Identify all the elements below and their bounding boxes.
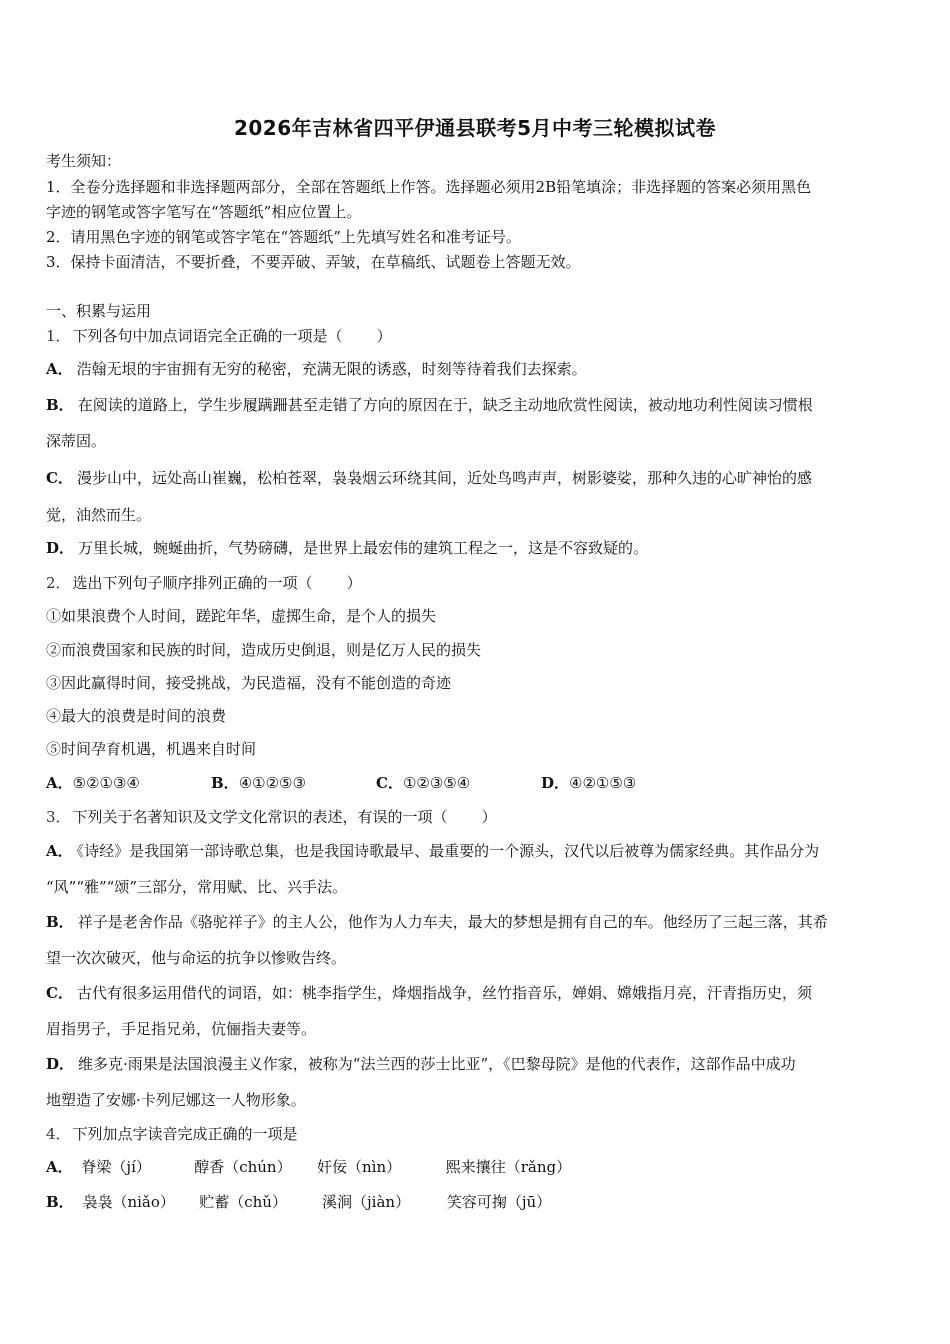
bracket-close: ） bbox=[376, 327, 392, 345]
question-text: 选出下列句子顺序排列正确的一项（ bbox=[72, 574, 313, 592]
question-3-option-a bbox=[46, 840, 819, 862]
word-pinyin: 熙来攘往（rǎng） bbox=[445, 1158, 572, 1176]
word-pinyin: 贮蓄（chǔ） bbox=[199, 1193, 287, 1211]
option-label: C． bbox=[376, 774, 403, 792]
question-2-stem bbox=[46, 572, 362, 594]
option-text: 维多克·雨果是法国浪漫主义作家，被称为“法兰西的莎士比亚”，《巴黎母院》是他的代表作，这部作品中成功 bbox=[78, 1055, 796, 1073]
question-2-option-d bbox=[541, 772, 706, 794]
question-1-option-a bbox=[46, 358, 587, 380]
notice-item-2: 2．请用黑色字迹的钢笔或答字笔在“答题纸”上先填写姓名和准考证号。 bbox=[46, 228, 521, 246]
question-number: 2． bbox=[46, 574, 71, 592]
question-1-option-b bbox=[46, 394, 813, 416]
question-1-option-c-continued: 觉，油然而生。 bbox=[46, 506, 152, 524]
option-text: ④①②⑤③ bbox=[238, 774, 306, 792]
question-number: 1． bbox=[46, 327, 71, 345]
word-pinyin: 袅袅（niǎo） bbox=[82, 1193, 175, 1211]
question-3-option-b-continued: 望一次次破灭，他与命运的抗争以惨败告终。 bbox=[46, 949, 347, 967]
option-label: B． bbox=[46, 396, 74, 414]
bracket-close: ） bbox=[481, 808, 497, 826]
option-label: A． bbox=[46, 1158, 73, 1176]
question-2-option-b bbox=[211, 772, 376, 794]
notice-item-3: 3．保持卡面清洁，不要折叠，不要弄破、弄皱，在草稿纸、试题卷上答题无效。 bbox=[46, 253, 581, 271]
option-text: 《诗经》是我国第一部诗歌总集，也是我国诗歌最早、最重要的一个源头，汉代以后被尊为儒家经典。其作品分为 bbox=[76, 842, 820, 860]
question-text: 下列加点字读音完成正确的一项是 bbox=[72, 1125, 298, 1143]
question-number: 4． bbox=[46, 1125, 71, 1143]
sentence-1: ①如果浪费个人时间，蹉跎年华，虚掷生命，是个人的损失 bbox=[46, 607, 437, 625]
option-text: ④②①⑤③ bbox=[569, 774, 637, 792]
option-text: 浩翰无垠的宇宙拥有无穷的秘密，充满无限的诱惑，时刻等待着我们去探索。 bbox=[76, 360, 587, 378]
option-text: 漫步山中，远处高山崔巍，松柏苍翠，袅袅烟云环绕其间，近处鸟鸣声声，树影婆娑，那种久违的心旷神怡的感 bbox=[76, 469, 812, 487]
page-title: 2026年吉林省四平伊通县联考5月中考三轮模拟试卷 bbox=[233, 116, 717, 140]
question-1-stem bbox=[46, 325, 392, 347]
option-text: 古代有很多运用借代的词语，如：桃李指学生，烽烟指战争，丝竹指音乐，婵娟、嫦娥指月亮，汗青指历史，须 bbox=[76, 984, 812, 1002]
question-text: 下列各句中加点词语完全正确的一项是（ bbox=[72, 327, 343, 345]
option-label: C． bbox=[46, 469, 73, 487]
question-3-option-d-continued: 地塑造了安娜·卡列尼娜这一人物形象。 bbox=[46, 1091, 306, 1109]
option-label: A． bbox=[46, 842, 73, 860]
question-3-option-c-continued: 眉指男子，手足指兄弟，伉俪指夫妻等。 bbox=[46, 1020, 317, 1038]
option-text: ①②③⑤④ bbox=[402, 774, 471, 792]
option-text: 万里长城，蜿蜒曲折，气势磅礴，是世界上最宏伟的建筑工程之一，这是不容致疑的。 bbox=[78, 539, 649, 557]
question-3-option-a-continued: “风”“雅”“颂”三部分，常用赋、比、兴手法。 bbox=[46, 878, 348, 896]
option-label: A． bbox=[46, 774, 73, 792]
notice-item-1-line-2: 字迹的钢笔或答字笔写在“答题纸”相应位置上。 bbox=[46, 203, 362, 221]
option-text: ⑤②①③④ bbox=[72, 774, 140, 792]
question-2-option-c bbox=[376, 772, 541, 794]
question-number: 3． bbox=[46, 808, 71, 826]
question-3-stem bbox=[46, 806, 497, 828]
question-3-option-c bbox=[46, 982, 812, 1004]
question-2-options bbox=[46, 772, 706, 794]
section-heading: 一、积累与运用 bbox=[46, 302, 152, 320]
option-text: 在阅读的道路上，学生步履蹒跚甚至走错了方向的原因在于，缺乏主动地欣赏性阅读，被动地功利性阅读习惯根 bbox=[77, 396, 813, 414]
question-1-option-b-continued: 深蒂固。 bbox=[46, 432, 107, 450]
notice-heading: 考生须知： bbox=[46, 152, 122, 170]
word-pinyin: 醇香（chún） bbox=[194, 1158, 292, 1176]
sentence-2: ②而浪费国家和民族的时间，造成历史倒退，则是亿万人民的损失 bbox=[46, 641, 482, 659]
option-label: B． bbox=[46, 913, 74, 931]
option-label: B． bbox=[46, 1193, 74, 1211]
option-label: C． bbox=[46, 984, 73, 1002]
notice-item-1-line-1: 1．全卷分选择题和非选择题两部分，全部在答题纸上作答。选择题必须用2B铅笔填涂；非选择题的答案必须用黑色 bbox=[46, 178, 812, 196]
option-label: A． bbox=[46, 360, 73, 378]
question-4-option-a bbox=[46, 1156, 571, 1178]
sentence-3: ③因此赢得时间，接受挑战，为民造福，没有不能创造的奇迹 bbox=[46, 674, 452, 692]
sentence-4: ④最大的浪费是时间的浪费 bbox=[46, 707, 227, 725]
word-pinyin: 脊梁（jí） bbox=[81, 1158, 151, 1176]
word-pinyin: 溪涧（jiàn） bbox=[322, 1193, 411, 1211]
word-pinyin: 笑容可掬（jū） bbox=[446, 1193, 552, 1211]
option-label: D． bbox=[541, 774, 570, 792]
question-text: 下列关于名著知识及文学文化常识的表述，有误的一项（ bbox=[72, 808, 448, 826]
bracket-close: ） bbox=[346, 574, 362, 592]
question-1-option-d bbox=[46, 537, 648, 559]
question-4-stem bbox=[46, 1123, 298, 1145]
question-3-option-b bbox=[46, 911, 828, 933]
option-label: D． bbox=[46, 539, 75, 557]
word-pinyin: 奸佞（nìn） bbox=[316, 1158, 402, 1176]
sentence-5: ⑤时间孕育机遇，机遇来自时间 bbox=[46, 740, 257, 758]
option-label: B． bbox=[211, 774, 239, 792]
question-3-option-d bbox=[46, 1053, 796, 1075]
question-4-option-b bbox=[46, 1191, 551, 1213]
question-2-option-a bbox=[46, 772, 211, 794]
question-1-option-c bbox=[46, 467, 812, 489]
option-label: D． bbox=[46, 1055, 75, 1073]
option-text: 祥子是老舍作品《骆驼祥子》的主人公，他作为人力车夫，最大的梦想是拥有自己的车。他经历了三起三落，其希 bbox=[77, 913, 828, 931]
